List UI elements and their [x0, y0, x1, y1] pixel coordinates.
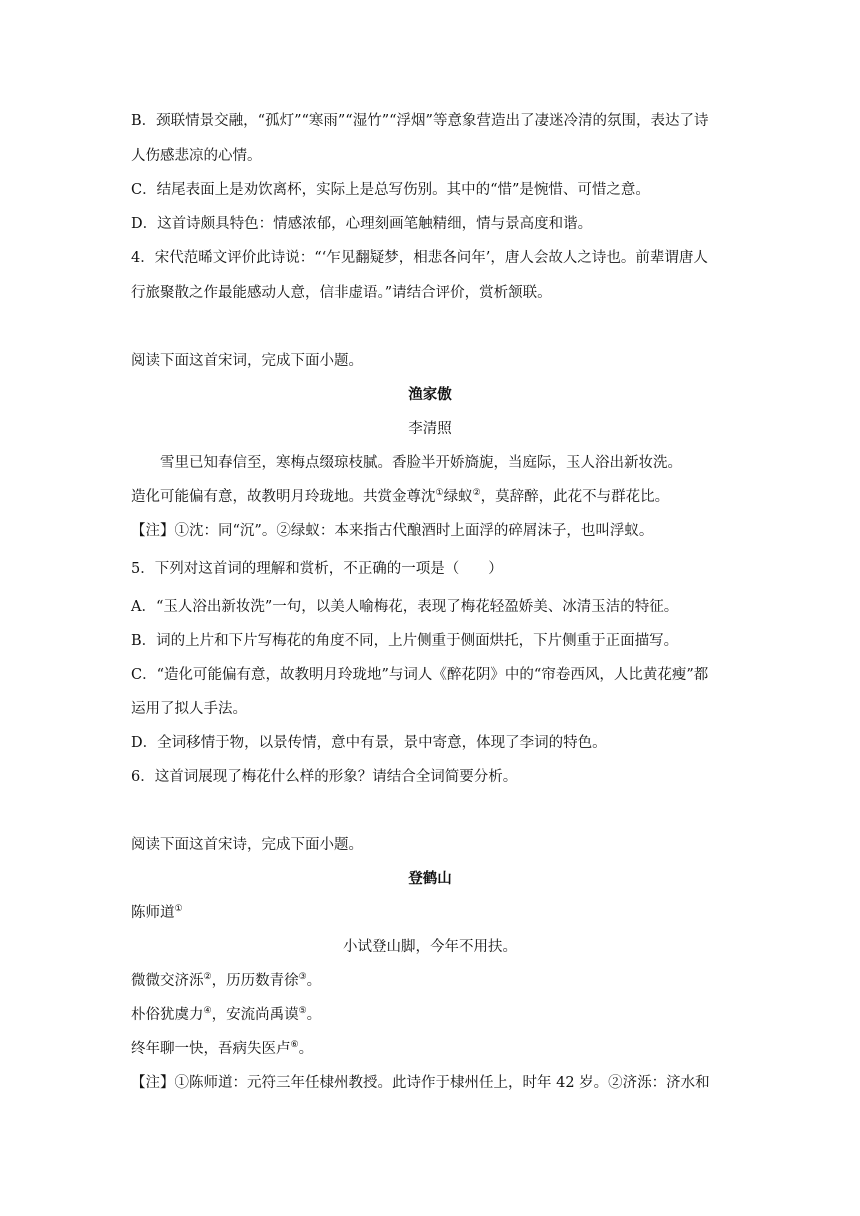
option-c: C．结尾表面上是劝饮离杯，实际上是总写伤别。其中的“惜”是惋惜、可惜之意。 — [131, 182, 650, 198]
footnote-marker-2: ② — [472, 488, 481, 499]
poem-author-chenshidao: 陈师道① — [131, 904, 183, 921]
poem2-line4: 终年聊一快，吾病失医卢⑥。 — [131, 1040, 314, 1057]
poem2-line3: 朴俗犹虞力④，安流尚禹谟⑤。 — [131, 1006, 322, 1023]
poem-title-denghe: 登鹤山 — [408, 870, 452, 887]
option-b-line2: 人伤感悲凉的心情。 — [131, 148, 262, 164]
poem-text-line2: 造化可能偏有意，故教明月玲珑地。共赏金尊沈①绿蚁②，莫辞醉，此花不与群花比。 — [131, 488, 670, 505]
poem2-line1: 小试登山脚，今年不用扶。 — [343, 939, 517, 955]
q5-option-d: D．全词移情于物，以景传情，意中有景，景中寄意，体现了李词的特色。 — [131, 735, 607, 751]
poem2-line2: 微微交济泺②，历历数青徐③。 — [131, 972, 322, 989]
reading-instruction-2: 阅读下面这首宋诗，完成下面小题。 — [131, 837, 363, 853]
q5-option-c-line2: 运用了拟人手法。 — [131, 701, 247, 717]
q5-option-a: A．“玉人浴出新妆洗”一句，以美人喻梅花，表现了梅花轻盈娇美、冰清玉洁的特征。 — [131, 599, 679, 615]
option-b-line1: B．颈联情景交融，“孤灯”“寒雨”“湿竹”“浮烟”等意象营造出了凄迷冷清的氛围，表达了诗 — [131, 113, 709, 129]
poem2-notes: 【注】①陈师道：元符三年任棣州教授。此诗作于棣州任上，时年 42 岁。②济泺：济水和 — [131, 1075, 710, 1091]
question-4-line2: 行旅聚散之作最能感动人意，信非虚语。”请结合评价，赏析颔联。 — [131, 285, 552, 301]
reading-instruction-1: 阅读下面这首宋词，完成下面小题。 — [131, 353, 363, 369]
poem-text-line1: 雪里已知春信至，寒梅点缀琼枝腻。香脸半开娇旖旎，当庭际，玉人浴出新妆洗。 — [160, 455, 682, 471]
poem-title-yujiaao: 渔家傲 — [408, 386, 452, 403]
question-5: 5．下列对这首词的理解和赏析，不正确的一项是（ ） — [131, 561, 503, 577]
poem-author-liqingzhao: 李清照 — [408, 421, 452, 437]
question-6: 6．这首词展现了梅花什么样的形象？请结合全词简要分析。 — [131, 769, 518, 785]
option-d: D．这首诗颇具特色：情感浓郁，心理刻画笔触精细，情与景高度和谐。 — [131, 216, 593, 232]
q5-option-b: B．词的上片和下片写梅花的角度不同，上片侧重于侧面烘托，下片侧重于正面描写。 — [131, 633, 679, 649]
footnote-marker-1: ① — [435, 488, 444, 499]
question-4-line1: 4．宋代范晞文评价此诗说：“‘乍见翻疑梦，相悲各问年’，唐人会故人之诗也。前辈谓唐人 — [131, 250, 708, 266]
poem-notes: 【注】①沈：同“沉”。②绿蚁：本来指古代酿酒时上面浮的碎屑沫子，也叫浮蚁。 — [131, 523, 654, 539]
q5-option-c-line1: C．“造化可能偏有意，故教明月玲珑地”与词人《醉花阴》中的“帘卷西风，人比黄花瘦”都 — [131, 667, 709, 683]
